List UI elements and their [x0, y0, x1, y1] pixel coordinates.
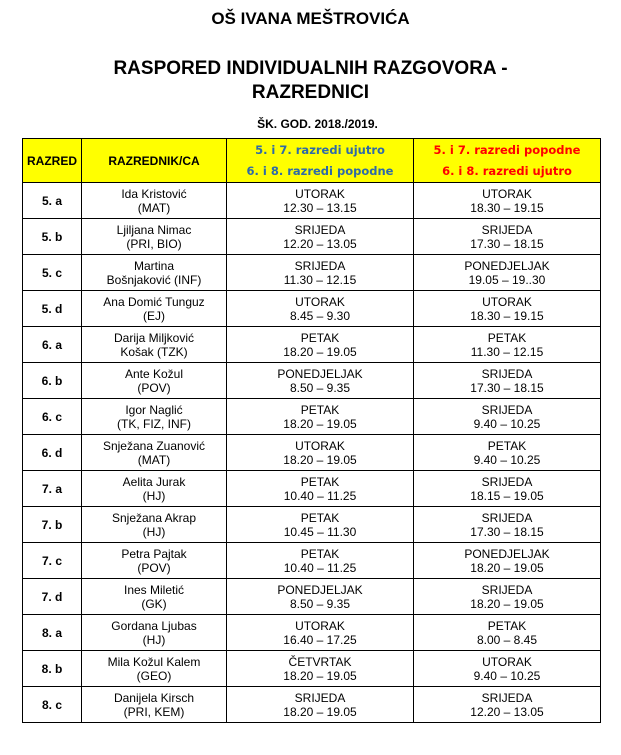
cell-razred: 6. b [23, 363, 82, 399]
cell-razred: 8. b [23, 651, 82, 687]
cell-shift-b [414, 219, 601, 255]
shift-b-day: PONEDJELJAK [464, 546, 550, 561]
shift-a-time: 10.40 – 11.25 [283, 488, 357, 503]
cell-razrednik [82, 651, 227, 687]
cell-razred: 8. c [23, 687, 82, 723]
teacher-subject: (POV) [137, 560, 171, 575]
table-row [23, 651, 601, 687]
teacher-name: Ida Kristović [121, 186, 187, 201]
teacher-name: Darija Miljković [113, 330, 194, 345]
school-year: ŠK. GOD. 2018./2019. [257, 117, 378, 131]
cell-shift-b [414, 183, 601, 219]
cell-shift-a [227, 615, 414, 651]
teacher-name: Ines Miletić [123, 582, 185, 597]
cell-razrednik [82, 219, 227, 255]
cell-razrednik [82, 543, 227, 579]
teacher-name: Ana Domić Tunguz [103, 294, 205, 309]
col-header-shift-a [227, 139, 414, 183]
table-row [23, 687, 601, 723]
shift-a-time: 18.20 – 19.05 [283, 416, 357, 431]
shift-b-day: PETAK [487, 330, 527, 345]
cell-razrednik [82, 435, 227, 471]
teacher-name: Snježana Zuanović [102, 438, 206, 453]
shift-b-time: 17.30 – 18.15 [470, 380, 544, 395]
shift-a-day: UTORAK [295, 438, 345, 453]
teacher-subject: Bošnjaković (INF) [106, 272, 202, 287]
cell-shift-a [227, 399, 414, 435]
shift-a-day: PETAK [300, 402, 340, 417]
col-header-razred: RAZRED [23, 139, 82, 183]
shift-b-day: SRIJEDA [481, 222, 533, 237]
shift-a-line-2: 6. i 8. razredi popodne [246, 163, 394, 178]
cell-razrednik [82, 363, 227, 399]
cell-shift-b [414, 363, 601, 399]
cell-shift-a [227, 687, 414, 723]
shift-a-time: 8.50 – 9.35 [289, 596, 351, 611]
teacher-subject: (PRI, KEM) [123, 704, 185, 719]
cell-shift-a [227, 327, 414, 363]
cell-shift-a [227, 291, 414, 327]
table-row [23, 615, 601, 651]
title-line-1: RASPORED INDIVIDUALNIH RAZGOVORA - [113, 58, 508, 79]
teacher-subject: (GEO) [136, 668, 172, 683]
shift-b-time: 12.20 – 13.05 [470, 704, 544, 719]
cell-razred: 7. a [23, 471, 82, 507]
teacher-subject: Košak (TZK) [120, 344, 188, 359]
shift-b-day: SRIJEDA [481, 366, 533, 381]
shift-b-time: 8.00 – 8.45 [476, 632, 538, 647]
cell-shift-a [227, 219, 414, 255]
table-row [23, 291, 601, 327]
cell-razred: 6. d [23, 435, 82, 471]
title-line-2: RAZREDNICI [251, 82, 370, 103]
teacher-subject: (MAT) [137, 452, 171, 467]
shift-b-time: 9.40 – 10.25 [473, 416, 541, 431]
teacher-name: Martina [133, 258, 174, 273]
shift-a-day: PONEDJELJAK [277, 582, 363, 597]
table-row [23, 543, 601, 579]
cell-razrednik [82, 507, 227, 543]
teacher-subject: (HJ) [142, 632, 166, 647]
shift-b-day: SRIJEDA [481, 510, 533, 525]
shift-a-day: PETAK [300, 474, 340, 489]
shift-a-time: 8.45 – 9.30 [289, 308, 351, 323]
shift-b-time: 18.15 – 19.05 [470, 488, 544, 503]
cell-shift-a [227, 363, 414, 399]
cell-shift-b [414, 687, 601, 723]
shift-b-time: 9.40 – 10.25 [473, 452, 541, 467]
shift-b-day: UTORAK [482, 186, 532, 201]
shift-a-time: 18.20 – 19.05 [283, 452, 357, 467]
shift-a-day: UTORAK [295, 294, 345, 309]
cell-shift-a [227, 507, 414, 543]
cell-shift-b [414, 651, 601, 687]
shift-a-time: 11.30 – 12.15 [283, 272, 357, 287]
teacher-name: Aelita Jurak [122, 474, 186, 489]
table-row [23, 183, 601, 219]
teacher-name: Danijela Kirsch [113, 690, 195, 705]
teacher-name: Ljiljana Nimac [116, 222, 192, 237]
table-row [23, 399, 601, 435]
shift-a-time: 8.50 – 9.35 [289, 380, 351, 395]
table-row [23, 435, 601, 471]
cell-shift-a [227, 435, 414, 471]
cell-razred: 5. b [23, 219, 82, 255]
shift-a-time: 10.40 – 11.25 [283, 560, 357, 575]
shift-b-time: 18.20 – 19.05 [470, 560, 544, 575]
shift-b-time: 9.40 – 10.25 [473, 668, 541, 683]
shift-b-time: 11.30 – 12.15 [470, 344, 544, 359]
shift-b-day: PETAK [487, 618, 527, 633]
cell-razrednik [82, 687, 227, 723]
teacher-name: Petra Pajtak [121, 546, 187, 561]
cell-shift-b [414, 543, 601, 579]
cell-shift-b [414, 579, 601, 615]
teacher-subject: (HJ) [142, 488, 166, 503]
teacher-subject: (GK) [141, 596, 167, 611]
shift-a-day: UTORAK [295, 186, 345, 201]
schedule-table [22, 138, 601, 723]
shift-b-day: PETAK [487, 438, 527, 453]
cell-razrednik [82, 615, 227, 651]
shift-a-time: 12.20 – 13.05 [283, 236, 357, 251]
cell-razrednik [82, 183, 227, 219]
table-row [23, 255, 601, 291]
cell-razred: 7. c [23, 543, 82, 579]
document-title [0, 57, 621, 105]
shift-a-time: 18.20 – 19.05 [283, 704, 357, 719]
shift-b-time: 17.30 – 18.15 [470, 524, 544, 539]
table-row [23, 219, 601, 255]
teacher-subject: (MAT) [137, 200, 171, 215]
cell-shift-a [227, 651, 414, 687]
shift-a-time: 12.30 – 13.15 [283, 200, 357, 215]
shift-b-day: SRIJEDA [481, 582, 533, 597]
shift-a-day: ČETVRTAK [288, 654, 352, 669]
shift-b-day: UTORAK [482, 654, 532, 669]
cell-razrednik [82, 255, 227, 291]
cell-shift-b [414, 435, 601, 471]
shift-a-day: UTORAK [295, 618, 345, 633]
cell-razred: 6. c [23, 399, 82, 435]
shift-a-day: PONEDJELJAK [277, 366, 363, 381]
cell-shift-b [414, 507, 601, 543]
cell-razrednik [82, 327, 227, 363]
shift-b-day: SRIJEDA [481, 474, 533, 489]
teacher-name: Igor Naglić [125, 402, 183, 417]
cell-shift-b [414, 327, 601, 363]
table-row [23, 471, 601, 507]
cell-razrednik [82, 399, 227, 435]
cell-razred: 6. a [23, 327, 82, 363]
cell-shift-b [414, 255, 601, 291]
shift-a-day: SRIJEDA [294, 690, 346, 705]
teacher-name: Gordana Ljubas [111, 618, 197, 633]
teacher-subject: (HJ) [142, 524, 166, 539]
teacher-subject: (TK, FIZ, INF) [117, 416, 191, 431]
cell-shift-a [227, 579, 414, 615]
cell-shift-b [414, 399, 601, 435]
shift-a-time: 18.20 – 19.05 [283, 668, 357, 683]
shift-a-day: PETAK [300, 546, 340, 561]
shift-a-day: SRIJEDA [294, 258, 346, 273]
table-row [23, 579, 601, 615]
cell-shift-a [227, 543, 414, 579]
teacher-subject: (EJ) [143, 308, 165, 323]
shift-b-time: 17.30 – 18.15 [470, 236, 544, 251]
cell-shift-a [227, 255, 414, 291]
shift-a-day: PETAK [300, 510, 340, 525]
cell-razred: 7. d [23, 579, 82, 615]
col-header-razrednik: RAZREDNIK/CA [82, 139, 227, 183]
teacher-name: Mila Kožul Kalem [107, 654, 201, 669]
shift-b-day: UTORAK [482, 294, 532, 309]
cell-shift-b [414, 291, 601, 327]
shift-b-time: 18.30 – 19.15 [470, 308, 544, 323]
shift-b-time: 18.20 – 19.05 [470, 596, 544, 611]
shift-a-day: PETAK [300, 330, 340, 345]
shift-a-time: 16.40 – 17.25 [283, 632, 357, 647]
table-row [23, 327, 601, 363]
shift-b-line-2: 6. i 8. razredi ujutro [442, 163, 572, 178]
cell-razred: 5. a [23, 183, 82, 219]
cell-razred: 5. c [23, 255, 82, 291]
cell-shift-b [414, 471, 601, 507]
col-header-shift-b [414, 139, 601, 183]
teacher-subject: (POV) [137, 380, 171, 395]
shift-b-line-1: 5. i 7. razredi popodne [433, 142, 581, 157]
shift-b-time: 19.05 – 19..30 [468, 272, 546, 287]
cell-razred: 8. a [23, 615, 82, 651]
cell-razred: 7. b [23, 507, 82, 543]
shift-b-day: SRIJEDA [481, 402, 533, 417]
table-row [23, 507, 601, 543]
cell-shift-b [414, 615, 601, 651]
cell-razrednik [82, 291, 227, 327]
shift-b-day: PONEDJELJAK [464, 258, 550, 273]
teacher-subject: (PRI, BIO) [126, 236, 182, 251]
cell-shift-a [227, 183, 414, 219]
shift-a-time: 18.20 – 19.05 [283, 344, 357, 359]
cell-razrednik [82, 579, 227, 615]
school-name: OŠ IVANA MEŠTROVIĆA [211, 9, 410, 28]
shift-a-line-1: 5. i 7. razredi ujutro [255, 142, 385, 157]
shift-a-time: 10.45 – 11.30 [283, 524, 357, 539]
cell-razred: 5. d [23, 291, 82, 327]
table-row [23, 363, 601, 399]
shift-b-day: SRIJEDA [481, 690, 533, 705]
shift-b-time: 18.30 – 19.15 [470, 200, 544, 215]
shift-a-day: SRIJEDA [294, 222, 346, 237]
cell-shift-a [227, 471, 414, 507]
table-header-row [23, 139, 601, 183]
teacher-name: Ante Kožul [124, 366, 184, 381]
cell-razrednik [82, 471, 227, 507]
teacher-name: Snježana Akrap [111, 510, 197, 525]
